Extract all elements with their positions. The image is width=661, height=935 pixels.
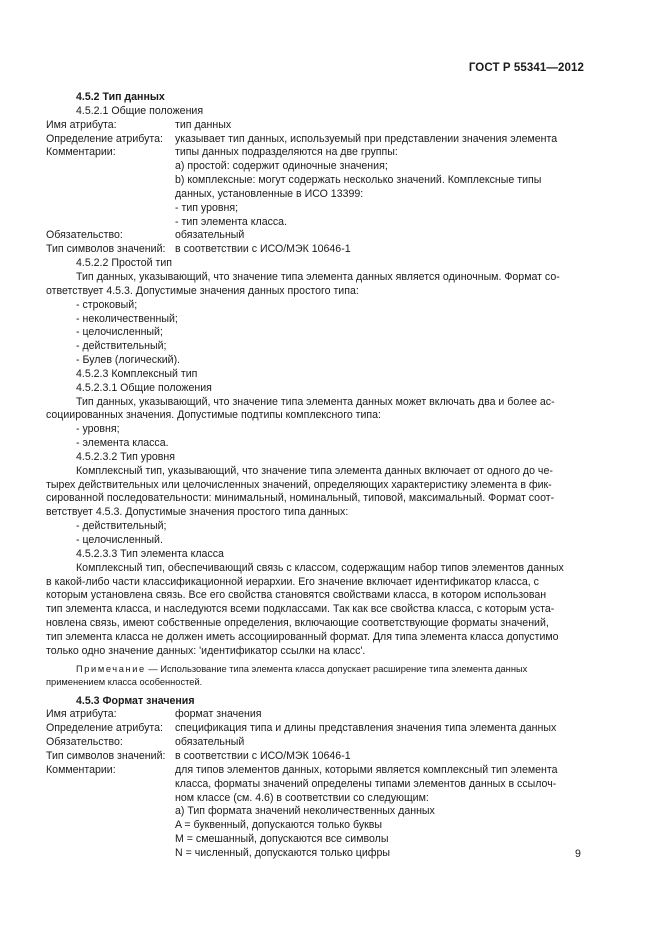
- list-item: - уровня;: [76, 423, 120, 436]
- subsection-title-4-5-2-3-3: 4.5.2.3.3 Тип элемента класса: [76, 547, 224, 560]
- paragraph-line: новлена связь, имеют собственные определения, включающие соответствующие форматы значений,: [46, 617, 549, 630]
- attr-value: тип данных: [175, 118, 232, 131]
- attr-continuation: ном классе (см. 4.6) в соответствии со следующим:: [175, 791, 429, 804]
- list-item: - действительный;: [76, 520, 167, 533]
- list-item: - целочисленный;: [76, 326, 163, 339]
- paragraph-line: Тип данных, указывающий, что значение типа элемента данных может включать два и более ас-: [76, 395, 555, 408]
- attr-key: Определение атрибута:: [46, 132, 163, 145]
- attr-key: Тип символов значений:: [46, 749, 166, 762]
- paragraph-line: тырех действительных или целочисленных значений, определяющих характеристику элемента в фик-: [46, 478, 552, 491]
- attr-key: Комментарии:: [46, 763, 116, 776]
- paragraph-line: ветствует 4.5.3. Допустимые значения простого типа данных:: [46, 506, 349, 519]
- attr-value: в соответствии с ИСО/МЭК 10646-1: [175, 243, 351, 256]
- attr-continuation: - тип уровня;: [175, 201, 239, 214]
- list-item: - неколичественный;: [76, 312, 178, 325]
- list-item: - строковый;: [76, 298, 138, 311]
- page-number: 9: [575, 848, 581, 860]
- attr-row: [46, 243, 582, 257]
- attr-value: в соответствии с ИСО/МЭК 10646-1: [175, 749, 351, 762]
- list-item: - элемента класса.: [76, 437, 169, 450]
- paragraph-line: тип элемента класса, и наследуются всеми подклассами. Так как все свойства класса, с которым уста-: [46, 603, 555, 616]
- paragraph-line: тип элемента класса не должен иметь ассоциированный формат. Для типа элемента класса допустимо: [46, 630, 559, 643]
- attr-value: указывает тип данных, используемый при представлении значения элемента: [175, 132, 558, 145]
- paragraph-line: Комплексный тип, обеспечивающий связь с классом, содержащим набор типов элементов данных: [76, 561, 564, 574]
- attr-value: обязательный: [175, 229, 245, 242]
- paragraph-line: в какой-либо части классификационной иерархии. Его значение включает идентификатор класса, с: [46, 575, 539, 588]
- attr-continuation: - тип элемента класса.: [175, 215, 288, 228]
- attr-key: Тип символов значений:: [46, 243, 166, 256]
- attr-row: [46, 708, 582, 722]
- attr-key: Комментарии:: [46, 146, 116, 159]
- note-line: применением класса особенностей.: [46, 676, 203, 687]
- document-header: ГОСТ Р 55341—2012: [468, 62, 584, 74]
- attr-continuation: M = смешанный, допускаются все символы: [175, 833, 389, 846]
- attr-row: [46, 764, 582, 778]
- list-item: - Булев (логический).: [76, 354, 181, 367]
- attr-key: Имя атрибута:: [46, 708, 117, 721]
- paragraph-line: только одно значение данных: 'идентификатор ссылки на класс'.: [46, 644, 366, 657]
- attr-row: [46, 750, 582, 764]
- attr-continuation: а) Тип формата значений неколичественных данных: [175, 805, 435, 818]
- attr-continuation: A = буквенный, допускаются только буквы: [175, 819, 382, 832]
- subsection-title-4-5-2-3-1: 4.5.2.3.1 Общие положения: [76, 381, 212, 394]
- attr-value: обязательный: [175, 736, 245, 749]
- paragraph-line: Комплексный тип, указывающий, что значение типа элемента данных включает от одного до че-: [76, 464, 553, 477]
- paragraph-line: сированной последовательности: минимальный, номинальный, типовой, максимальный. Формат соот-: [46, 492, 555, 505]
- attr-continuation: а) простой: содержит одиночные значения;: [175, 160, 388, 173]
- attr-key: Обязательство:: [46, 229, 123, 242]
- attr-row: [46, 736, 582, 750]
- attr-continuation: данных, установленные в ИСО 13399:: [175, 187, 364, 200]
- attr-continuation: b) комплексные: могут содержать несколько значений. Комплексные типы: [175, 174, 542, 187]
- attr-value: для типов элементов данных, которыми является комплексный тип элемента: [175, 763, 558, 776]
- attr-row: [46, 229, 582, 243]
- page-body: [46, 91, 582, 861]
- attr-value: типы данных подразделяются на две группы:: [175, 146, 398, 159]
- attr-continuation: класса, форматы значений определены типами элементов данных в ссылоч-: [175, 777, 557, 790]
- subsection-title-4-5-2-3-2: 4.5.2.3.2 Тип уровня: [76, 450, 175, 463]
- section-title-4-5-2: 4.5.2 Тип данных: [76, 91, 165, 103]
- attr-row: [46, 146, 582, 160]
- paragraph-line: которым установлена связь. Все его свойства становятся свойствами класса, в котором использован: [46, 589, 547, 602]
- paragraph-line: ответствует 4.5.3. Допустимые значения данных простого типа:: [46, 284, 359, 297]
- note-text: — Использование типа элемента класса допускает расширение типа элемента данных: [145, 663, 528, 674]
- attr-row: [46, 119, 582, 133]
- subsection-title-4-5-2-3: 4.5.2.3 Комплексный тип: [76, 367, 198, 380]
- paragraph-line: социированных значения. Допустимые подтипы комплексного типа:: [46, 409, 381, 422]
- attr-key: Обязательство:: [46, 736, 123, 749]
- note-block: [46, 663, 582, 689]
- attr-row: [46, 133, 582, 147]
- attr-key: Определение атрибута:: [46, 722, 163, 735]
- subsection-title-4-5-2-2: 4.5.2.2 Простой тип: [76, 257, 173, 270]
- attr-value: спецификация типа и длины представления значения типа элемента данных: [175, 722, 557, 735]
- list-item: - целочисленный.: [76, 534, 163, 546]
- subsection-title-4-5-2-1: 4.5.2.1 Общие положения: [76, 104, 204, 117]
- note-label: Примечание: [76, 663, 146, 674]
- note-line: [46, 663, 582, 676]
- attr-value: формат значения: [175, 708, 262, 721]
- paragraph-line: Тип данных, указывающий, что значение типа элемента данных является одиночным. Формат со-: [76, 270, 560, 283]
- attr-continuation: N = численный, допускаются только цифры: [175, 846, 391, 859]
- section-title-4-5-3: 4.5.3 Формат значения: [76, 694, 195, 707]
- list-item: - действительный;: [76, 340, 167, 353]
- attr-row: [46, 722, 582, 736]
- attr-key: Имя атрибута:: [46, 118, 117, 131]
